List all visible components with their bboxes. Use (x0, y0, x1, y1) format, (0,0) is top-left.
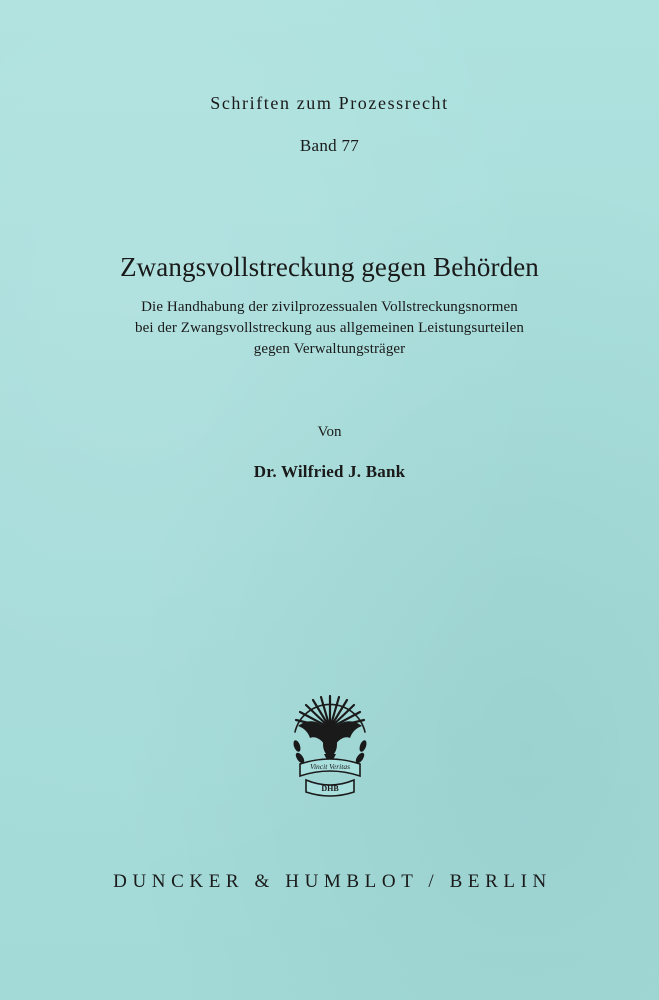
series-title: Schriften zum Prozessrecht (210, 93, 449, 113)
subtitle-line-1: Die Handhabung der zivilprozessualen Vollstreckungsnormen (141, 299, 518, 315)
book-title: Zwangsvollstreckung gegen Behörden (120, 252, 539, 282)
subtitle-line-3: gegen Verwaltungsträger (253, 341, 406, 357)
logo-initials: DHB (321, 784, 339, 793)
author-name: Dr. Wilfried J. Bank (253, 462, 406, 481)
eagle-emblem-icon (290, 692, 370, 797)
volume-number: Band 77 (299, 136, 360, 155)
by-label: Von (317, 424, 342, 440)
subtitle-line-2: bei der Zwangsvollstreckung aus allgemeinen Leistungsurteilen (135, 320, 524, 336)
logo-motto: Vincit Veritas (309, 762, 351, 771)
publisher-imprint: DUNCKER & HUMBLOT / BERLIN (113, 871, 552, 892)
